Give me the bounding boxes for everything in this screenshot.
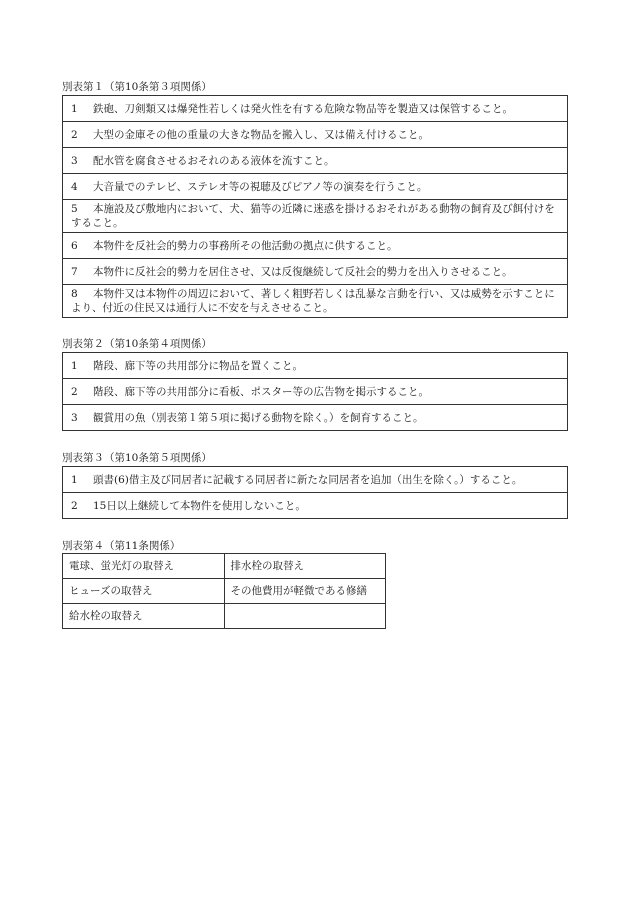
item-number: 5 — [71, 203, 78, 215]
table3-heading: 別表第３（第10条第５項関係） — [62, 452, 212, 464]
list-item — [63, 200, 568, 233]
item-number: 2 — [71, 499, 78, 512]
item-number: 4 — [71, 180, 78, 193]
table-row — [63, 122, 568, 148]
item-text: 大音量でのテレビ、ステレオ等の視聴及びピアノ等の演奏を行うこと。 — [93, 180, 428, 193]
table-row — [63, 379, 568, 405]
table-cell: その他費用が軽微である修繕 — [224, 579, 386, 604]
table2-heading: 別表第２（第10条第４項関係） — [62, 338, 212, 350]
item-number: 2 — [71, 128, 78, 141]
item-number: 1 — [71, 102, 78, 115]
item-text: 15日以上継続して本物件を使用しないこと。 — [93, 499, 306, 512]
table-row — [63, 554, 386, 579]
table-row — [63, 353, 568, 379]
table-cell: 排水栓の取替え — [224, 554, 386, 579]
table4-heading: 別表第４（第11条関係） — [62, 540, 181, 552]
list-item — [63, 467, 568, 493]
table-row — [63, 200, 568, 233]
item-text: 階段、廊下等の共用部分に物品を置くこと。 — [93, 359, 303, 372]
item-text: 本物件に反社会的勢力を居住させ、又は反復継続して反社会的勢力を出入りさせること。 — [93, 265, 513, 278]
table-cell: 電球、蛍光灯の取替え — [63, 554, 225, 579]
table-row — [63, 96, 568, 122]
table-row — [63, 467, 568, 493]
list-item — [63, 174, 568, 200]
item-number: 8 — [71, 288, 78, 300]
item-number: 1 — [71, 473, 78, 486]
item-text: 本物件又は本物件の周辺において、著しく粗野若しくは乱暴な言動を行い、又は威勢を示すことにより、付近の住民又は通行人に不安を与えさせること。 — [71, 288, 555, 314]
item-text: 配水管を腐食させるおそれのある液体を流すこと。 — [93, 154, 335, 167]
table-row — [63, 493, 568, 519]
table4 — [62, 553, 386, 629]
list-item — [63, 233, 568, 259]
table-row — [63, 259, 568, 285]
table1 — [62, 95, 568, 318]
item-text: 頭書(6)借主及び同居者に記載する同居者に新たな同居者を追加（出生を除く。）すること。 — [93, 473, 523, 486]
table-row — [63, 174, 568, 200]
item-text: 鉄砲、刀剣類又は爆発性若しくは発火性を有する危険な物品等を製造又は保管すること。 — [93, 102, 513, 115]
table-cell: 給水栓の取替え — [63, 604, 225, 629]
table-row — [63, 285, 568, 318]
table-cell — [224, 604, 386, 629]
list-item — [63, 148, 568, 174]
item-text: 本施設及び敷地内において、犬、猫等の近隣に迷惑を掛けるおそれがある動物の飼育及び餌付けをすること。 — [71, 203, 555, 229]
item-number: 1 — [71, 359, 78, 372]
table-row — [63, 604, 386, 629]
item-number: 3 — [71, 411, 78, 424]
item-number: 6 — [71, 239, 78, 252]
list-item — [63, 96, 568, 122]
item-text: 本物件を反社会的勢力の事務所その他活動の拠点に供すること。 — [93, 239, 398, 252]
list-item — [63, 353, 568, 379]
table-cell: ヒューズの取替え — [63, 579, 225, 604]
list-item — [63, 259, 568, 285]
table2 — [62, 352, 568, 431]
list-item — [63, 285, 568, 318]
table-row — [63, 405, 568, 431]
table-row — [63, 233, 568, 259]
list-item — [63, 122, 568, 148]
table-row — [63, 148, 568, 174]
table3 — [62, 466, 568, 519]
item-text: 階段、廊下等の共用部分に看板、ポスター等の広告物を掲示すること。 — [93, 385, 429, 398]
item-text: 観賞用の魚（別表第１第５項に掲げる動物を除く。）を飼育すること。 — [93, 411, 424, 424]
table-row — [63, 579, 386, 604]
item-number: 3 — [71, 154, 78, 167]
item-number: 2 — [71, 385, 78, 398]
item-text: 大型の金庫その他の重量の大きな物品を搬入し、又は備え付けること。 — [93, 128, 429, 141]
item-number: 7 — [71, 265, 78, 278]
list-item — [63, 493, 568, 519]
list-item — [63, 379, 568, 405]
table1-heading: 別表第１（第10条第３項関係） — [62, 81, 212, 93]
list-item — [63, 405, 568, 431]
